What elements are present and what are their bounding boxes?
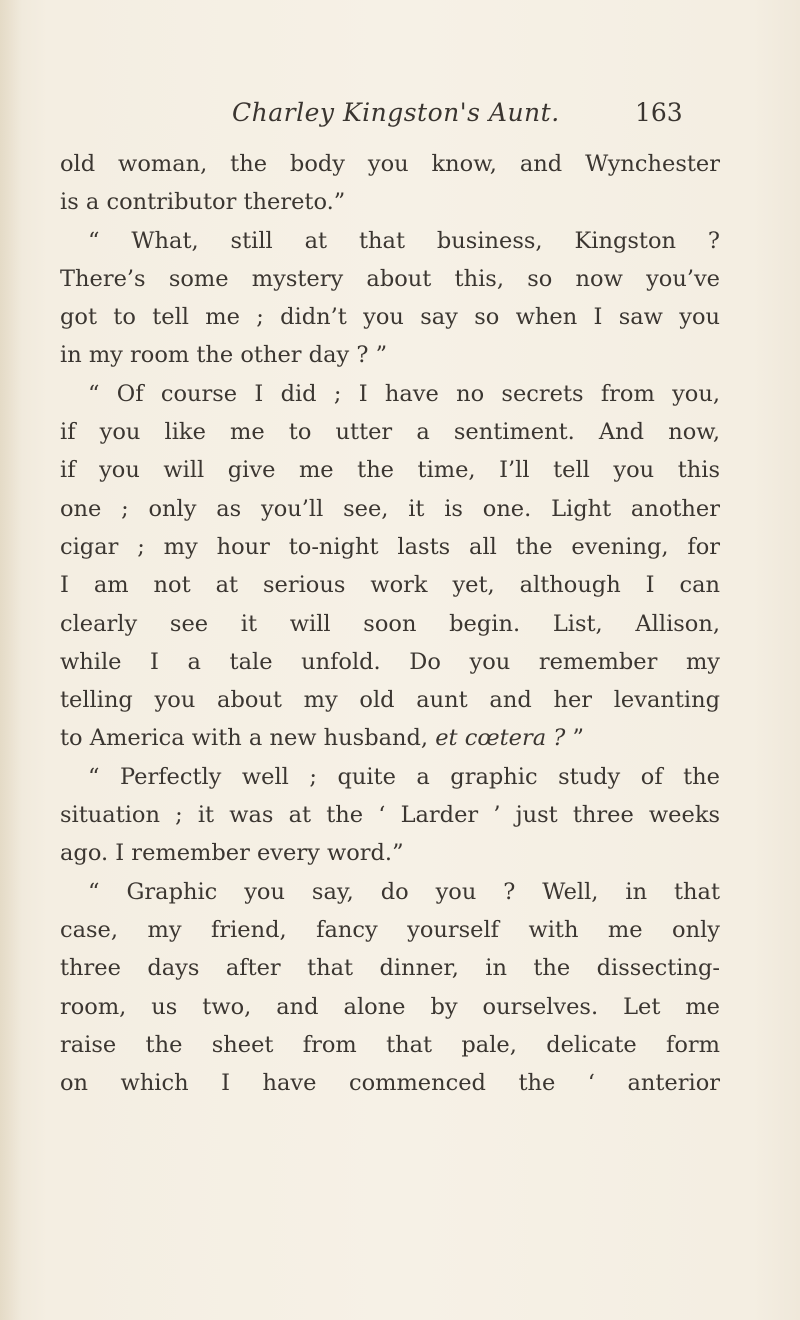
text-line: cigar ; my hour to-night lasts all the evening, for: [60, 533, 720, 560]
text-line: if you like me to utter a sentiment. And now,: [60, 419, 720, 446]
text-line: in my room the other day ? ”: [60, 342, 388, 369]
text-line: I am not at serious work yet, although I can: [60, 572, 720, 599]
text-line: room, us two, and alone by ourselves. Let me: [60, 993, 720, 1020]
text-line: “ What, still at that business, Kingston ?: [88, 227, 720, 254]
text-line: “ Graphic you say, do you ? Well, in that: [88, 878, 720, 905]
italic-phrase: et cœtera ?: [435, 725, 566, 752]
text-line: “ Perfectly well ; quite a graphic study of the: [88, 763, 720, 790]
text-line: There’s some mystery about this, so now you’ve: [60, 265, 720, 292]
text-line: old woman, the body you know, and Wynchester: [60, 151, 720, 177]
text-line: situation ; it was at the ‘ Larder ’ just three weeks: [60, 802, 720, 829]
text-line: while I a tale unfold. Do you remember my: [60, 648, 720, 675]
text-line: one ; only as you’ll see, it is one. Light another: [60, 495, 720, 522]
text-line: three days after that dinner, in the dissecting-: [60, 955, 720, 982]
text-line: telling you about my old aunt and her levanting: [60, 687, 720, 714]
text-line: if you will give me the time, I’ll tell you this: [60, 457, 720, 484]
page-number: 163: [635, 98, 683, 127]
page-gutter-shadow: [0, 0, 22, 1320]
text-line: on which I have commenced the ‘ anterior: [60, 1070, 720, 1097]
text-line: [60, 719, 720, 757]
text-line-start: to America with a new husband,: [60, 725, 429, 752]
text-line: got to tell me ; didn’t you say so when I saw you: [60, 304, 720, 331]
text-line: raise the sheet from that pale, delicate form: [60, 1031, 720, 1058]
body-text: [60, 145, 720, 1102]
text-line: “ Of course I did ; I have no secrets from you,: [88, 380, 720, 407]
text-line: is a contributor thereto.”: [60, 189, 346, 216]
running-head: Charley Kingston's Aunt.: [232, 98, 560, 127]
closing-quote: ”: [565, 725, 584, 752]
text-line: ago. I remember every word.”: [60, 840, 404, 867]
text-line: clearly see it will soon begin. List, Allison,: [60, 610, 720, 637]
text-line: case, my friend, fancy yourself with me only: [60, 916, 720, 943]
page-header: [0, 98, 800, 138]
